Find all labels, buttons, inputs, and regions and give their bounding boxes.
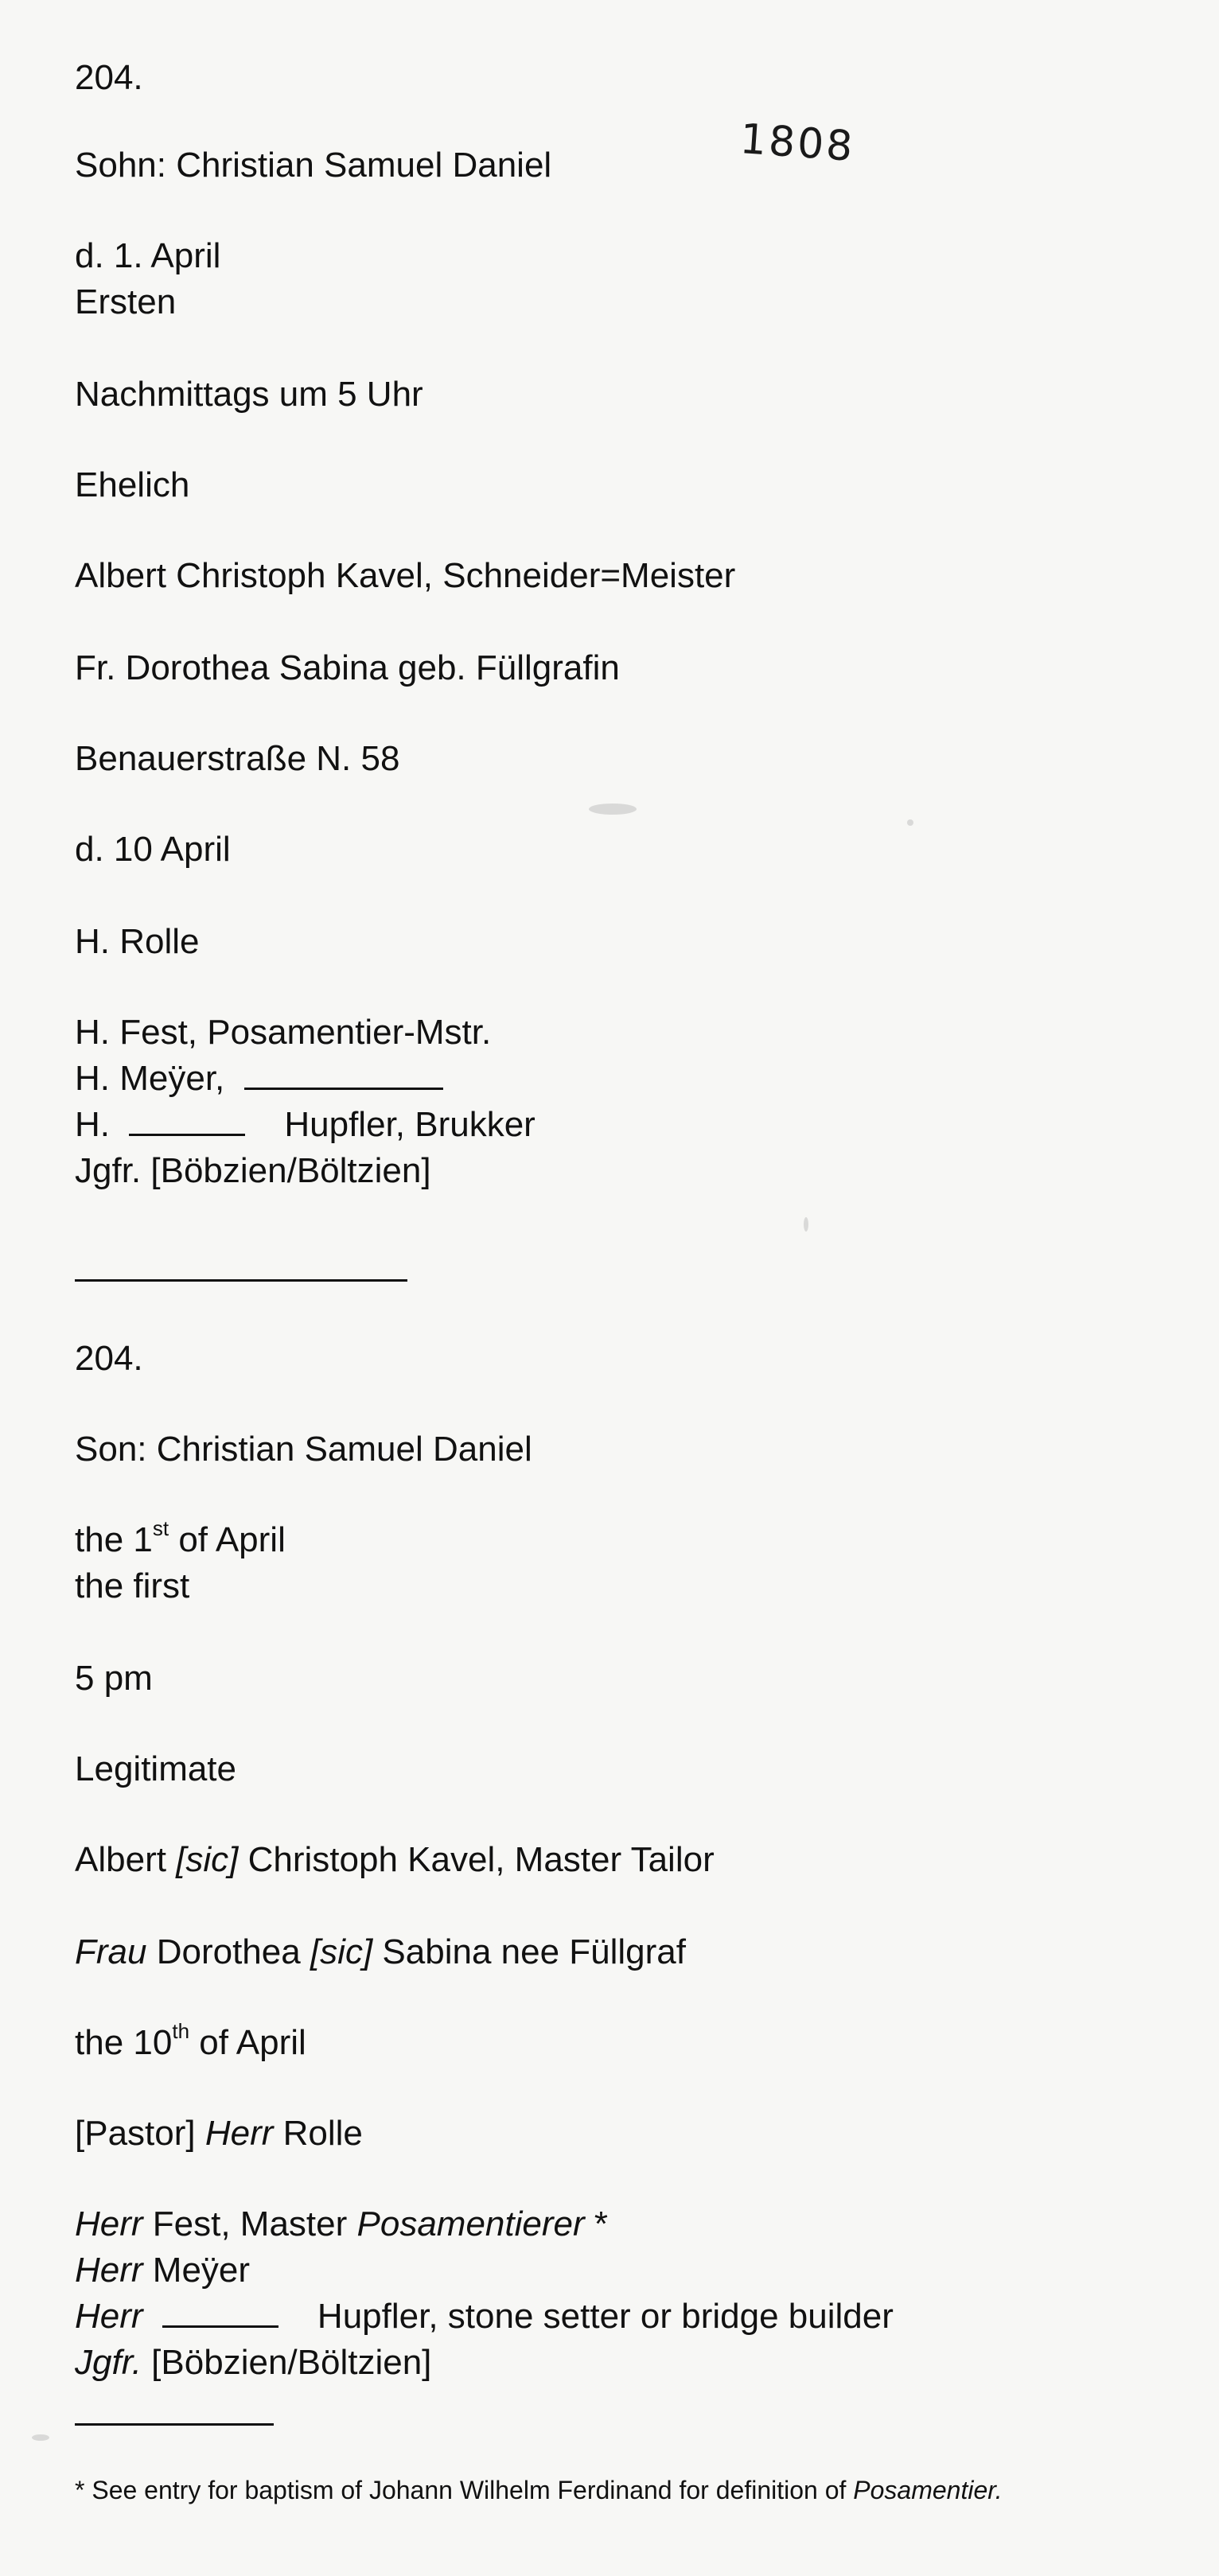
sponsor-2-text: Meÿer [142, 2251, 251, 2290]
sponsor-4-de: Jgfr. [Böbzien/Böltzien] [75, 1151, 431, 1190]
blank-line [244, 1059, 443, 1090]
mother-de: Fr. Dorothea Sabina geb. Füllgrafin [75, 648, 620, 687]
section-divider [75, 1279, 407, 1282]
baptism-date-en [75, 2019, 306, 2064]
asterisk: * [584, 2204, 609, 2243]
footnote [75, 2474, 1003, 2506]
birth-date-ordinal: st [152, 1516, 169, 1541]
herr-title: Herr [75, 2251, 143, 2290]
birth-time-en: 5 pm [75, 1659, 153, 1698]
sic-note: [sic] [310, 1932, 373, 1971]
herr-title: Herr [204, 2114, 274, 2153]
sponsor-1-de: H. Fest, Posamentier-Mstr. [75, 1013, 492, 1052]
sponsor-3-prefix: H. [75, 1105, 110, 1144]
entry-number-de: 204. [75, 58, 143, 97]
handwritten-year: 1808 [738, 115, 857, 171]
blank-line [129, 1105, 245, 1136]
birth-date-word-de: Ersten [75, 282, 177, 321]
blank-line [162, 2297, 278, 2328]
birth-date-post: of April [169, 1520, 286, 1559]
mother-en [75, 1932, 686, 1973]
birth-time-de: Nachmittags um 5 Uhr [75, 375, 423, 414]
pastor-name: Rolle [273, 2114, 363, 2153]
scan-speck [907, 819, 913, 826]
footnote-text: * See entry for baptism of Johann Wilhelm Ferdinand for definition of [75, 2476, 854, 2504]
father-rest: Christoph Kavel, Master Tailor [238, 1840, 715, 1879]
father-en [75, 1839, 715, 1881]
sponsor-2-en [75, 2250, 250, 2291]
scan-speck [589, 804, 637, 815]
sponsor-3-text: Hupfler, Brukker [284, 1105, 536, 1144]
sponsor-2-de [75, 1058, 443, 1099]
baptism-date-de: d. 10 April [75, 830, 231, 869]
sponsor-2-text: H. Meÿer, [75, 1059, 225, 1098]
child-name-de: Sohn: Christian Samuel Daniel [75, 146, 552, 185]
entry-number-en: 204. [75, 1339, 143, 1378]
legitimacy-en: Legitimate [75, 1749, 237, 1788]
birth-date-de: d. 1. April [75, 236, 221, 275]
frau-title: Frau [75, 1932, 147, 1971]
child-name-en: Son: Christian Samuel Daniel [75, 1430, 532, 1469]
footnote-term: Posamentier. [853, 2476, 1003, 2504]
scan-speck [804, 1217, 808, 1232]
sponsor-1-en [75, 2204, 608, 2245]
sponsor-3-de [75, 1104, 536, 1146]
sponsor-4-en [75, 2342, 431, 2383]
jgfr-title: Jgfr. [75, 2343, 142, 2382]
sponsor-3-en [75, 2296, 894, 2337]
birth-date-en [75, 1516, 286, 1561]
posamentierer-term: Posamentierer [356, 2204, 585, 2243]
footnote-divider [75, 2423, 274, 2426]
father-de: Albert Christoph Kavel, Schneider=Meister [75, 556, 736, 595]
birth-date-word-en: the first [75, 1566, 190, 1605]
pastor-de: H. Rolle [75, 922, 200, 961]
legitimacy-de: Ehelich [75, 465, 190, 504]
baptism-ordinal: th [172, 2019, 190, 2044]
mother-rest: Sabina nee Füllgraf [372, 1932, 686, 1971]
sponsor-4-text: [Böbzien/Böltzien] [141, 2343, 432, 2382]
sponsor-1-text: Fest, Master [142, 2204, 357, 2243]
pastor-en [75, 2113, 363, 2154]
herr-title: Herr [75, 2204, 143, 2243]
mother-first: Dorothea [146, 1932, 310, 1971]
pastor-label: [Pastor] [75, 2114, 205, 2153]
father-first: Albert [75, 1840, 177, 1879]
herr-title: Herr [75, 2297, 143, 2336]
birth-date-pre: the 1 [75, 1520, 153, 1559]
scan-speck [32, 2434, 49, 2441]
sponsor-3-text: Hupfler, stone setter or bridge builder [317, 2297, 894, 2336]
sic-note: [sic] [176, 1840, 239, 1879]
baptism-post: of April [189, 2023, 306, 2062]
baptism-pre: the 10 [75, 2023, 173, 2062]
address-de: Benauerstraße N. 58 [75, 739, 400, 778]
